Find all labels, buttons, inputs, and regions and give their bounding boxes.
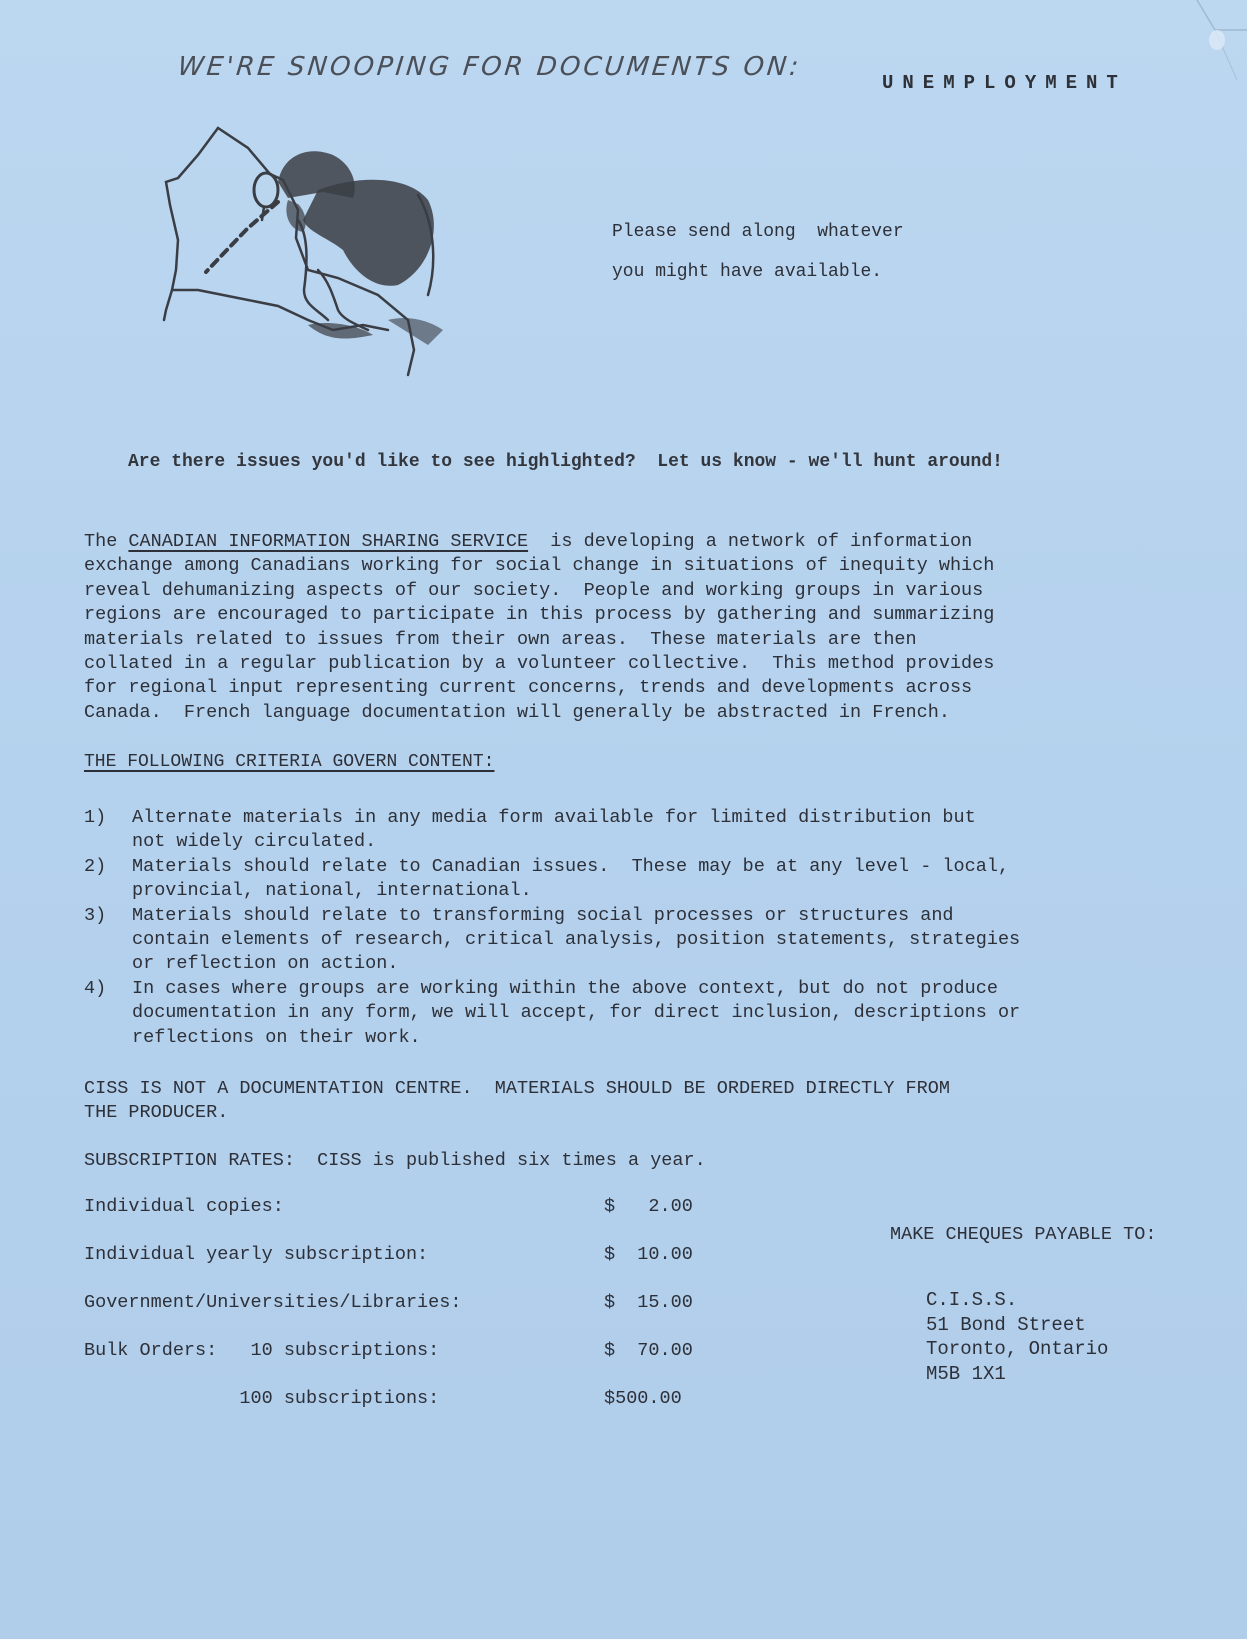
address-line: M5B 1X1 — [926, 1362, 1006, 1385]
dashed-route — [206, 202, 278, 272]
rate-label: Individual yearly subscription: — [84, 1244, 429, 1265]
criteria-item — [84, 806, 1164, 855]
magnifying-glass-icon — [254, 173, 278, 207]
mailing-address — [926, 1288, 1108, 1386]
intro-lead: The — [84, 531, 129, 552]
rate-label: Individual copies: — [84, 1196, 284, 1217]
criteria-text: Alternate materials in any media form available for limited distribution but not widely circulated. — [132, 807, 976, 853]
criteria-number: 3) — [84, 904, 107, 926]
intro-line-7: for regional input representing current concerns, trends and developments across — [84, 677, 973, 699]
detective-illustration — [158, 120, 498, 382]
intro-line-2: exchange among Canadians working for social change in situations of inequity which — [84, 555, 995, 577]
rate-amount: $ 70.00 — [604, 1340, 693, 1361]
intro-line-8: Canada. French language documentation will generally be abstracted in French. — [84, 701, 950, 723]
intro-line-3: reveal dehumanizing aspects of our society. People and working groups in various — [84, 579, 984, 601]
paper-crease — [1137, 0, 1247, 80]
intro-line-5: materials related to issues from their own areas. These materials are then — [84, 628, 917, 650]
rate-amount: $ 2.00 — [604, 1196, 693, 1217]
criteria-number: 1) — [84, 807, 107, 828]
intro-line-4: regions are encouraged to participate in this process by gathering and summarizing — [84, 604, 995, 626]
issues-prompt: Are there issues you'd like to see highlighted? Let us know - we'll hunt around! — [128, 452, 1003, 472]
intro-paragraph — [84, 530, 1164, 725]
address-line: C.I.S.S. — [926, 1289, 1018, 1311]
rate-label: 100 subscriptions: — [84, 1388, 440, 1409]
criteria-heading: THE FOLLOWING CRITERIA GOVERN CONTENT: — [84, 752, 495, 772]
rate-label: Bulk Orders: 10 subscriptions: — [84, 1340, 440, 1361]
rate-label: Government/Universities/Libraries: — [84, 1292, 462, 1313]
rate-amount: $ 15.00 — [604, 1292, 693, 1313]
request-text — [612, 212, 904, 292]
notice-line-1: CISS IS NOT A DOCUMENTATION CENTRE. MATERIALS SHOULD BE ORDERED DIRECTLY FROM — [84, 1078, 950, 1099]
criteria-number: 4) — [84, 977, 107, 999]
request-line-2: you might have available. — [612, 262, 883, 282]
criteria-item — [84, 977, 1164, 1050]
intro-line-1: is developing a network of information — [528, 531, 973, 552]
topic-title: UNEMPLOYMENT — [882, 72, 1127, 94]
subscription-heading: SUBSCRIPTION RATES: CISS is published six times a year. — [84, 1150, 706, 1171]
notice-line-2: THE PRODUCER. — [84, 1102, 229, 1124]
rate-row — [84, 1388, 682, 1472]
criteria-number: 2) — [84, 855, 107, 877]
criteria-list — [84, 806, 1164, 1050]
address-line: Toronto, Ontario — [926, 1338, 1109, 1360]
address-line: 51 Bond Street — [926, 1313, 1086, 1336]
rate-amount: $ 10.00 — [604, 1244, 693, 1265]
documentation-notice — [84, 1077, 950, 1126]
request-line-1: Please send along whatever — [612, 222, 904, 242]
intro-line-6: collated in a regular publication by a volunteer collective. This method provides — [84, 653, 995, 675]
payment-heading: MAKE CHEQUES PAYABLE TO: — [890, 1224, 1157, 1245]
organization-name: CANADIAN INFORMATION SHARING SERVICE — [128, 531, 529, 552]
criteria-item — [84, 904, 1164, 977]
criteria-item — [84, 855, 1164, 904]
handwritten-heading: WE'RE SNOOPING FOR DOCUMENTS ON: — [176, 52, 803, 82]
criteria-text: Materials should relate to Canadian issues. These may be at any level - local, provincial, national, international. — [132, 855, 1010, 902]
criteria-text: Materials should relate to transforming social processes or structures and contain elements of research, critical analysis, position statements, strategies or reflection on action. — [132, 904, 1021, 975]
criteria-text: In cases where groups are working within the above context, but do not produce documentation in any form, we will accept, for direct inclusion, descriptions or reflections on their work. — [132, 977, 1021, 1048]
rate-amount: $500.00 — [604, 1388, 682, 1409]
